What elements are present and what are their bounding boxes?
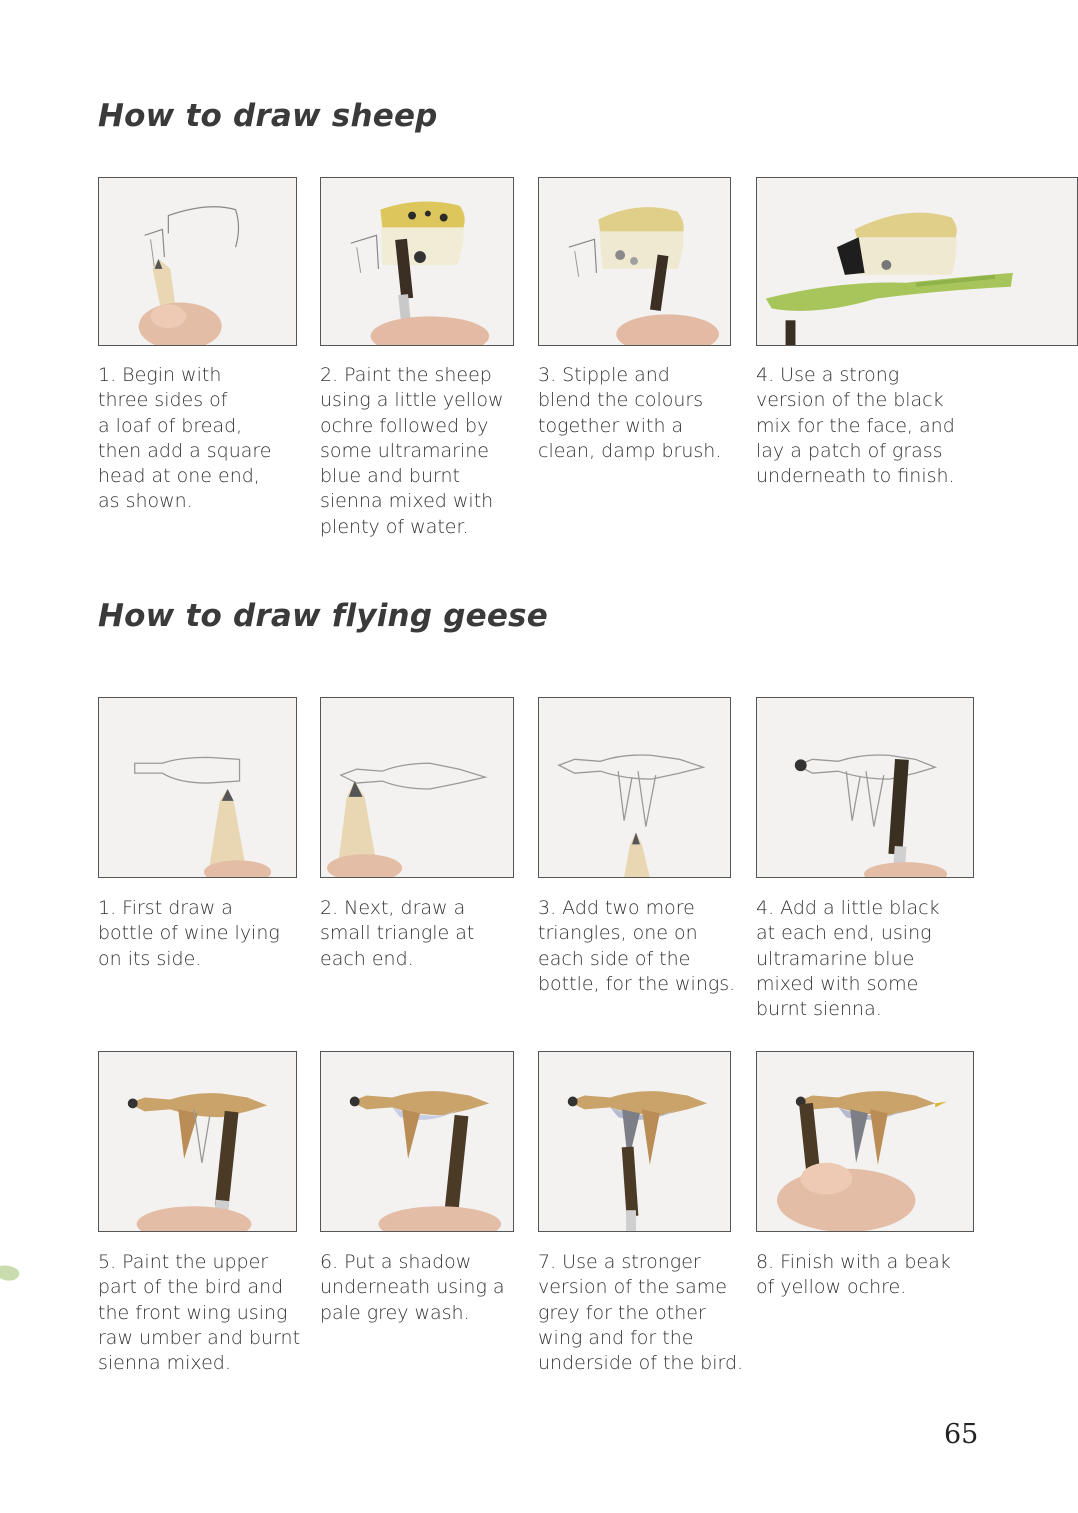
sheep-step-3-photo: [538, 177, 731, 346]
geese-upper-wash-illustration: [99, 1052, 296, 1231]
geese-step-6-caption: 6. Put a shadow underneath using a pale grey wash.: [320, 1251, 505, 1324]
geese-bottle-outline-illustration: [99, 698, 296, 877]
geese-step-3-photo: [538, 697, 731, 878]
sheep-step-4-photo: [756, 177, 1078, 346]
sheep-yellow-wash-illustration: [321, 178, 513, 345]
geese-triangles-outline-illustration: [321, 698, 513, 877]
geese-step-4-photo: [756, 697, 974, 878]
geese-step-1-caption: 1. First draw a bottle of wine lying on its side.: [98, 897, 280, 970]
sheep-step-4-caption: 4. Use a strong version of the black mix for the face, and lay a patch of grass underneath to finish.: [756, 364, 955, 488]
page-number: 65: [944, 1419, 979, 1450]
geese-step-2-photo: [320, 697, 514, 878]
geese-step-7-photo: [538, 1051, 731, 1232]
geese-black-ends-illustration: [757, 698, 973, 877]
sheep-step-1-caption: 1. Begin with three sides of a loaf of bread, then add a square head at one end, as shown.: [98, 364, 272, 513]
geese-step-5-photo: [98, 1051, 297, 1232]
sheep-finished-with-grass-illustration: [757, 178, 1077, 345]
geese-step-6-photo: [320, 1051, 514, 1232]
sheep-pencil-outline-illustration: [99, 178, 296, 345]
paint-fleck-decoration: [0, 1262, 22, 1284]
geese-step-5-caption: 5. Paint the upper part of the bird and the front wing using raw umber and burnt sienna mixed.: [98, 1251, 301, 1375]
geese-finished-beak-illustration: [757, 1052, 973, 1231]
geese-step-7-caption: 7. Use a stronger version of the same grey for the other wing and for the underside of the bird.: [538, 1251, 744, 1375]
geese-step-4-caption: 4. Add a little black at each end, using ultramarine blue mixed with some burnt sienna.: [756, 897, 940, 1021]
sheep-step-1-photo: [98, 177, 297, 346]
sheep-stipple-blend-illustration: [539, 178, 730, 345]
geese-darker-wing-illustration: [539, 1052, 730, 1231]
geese-shadow-wash-illustration: [321, 1052, 513, 1231]
geese-section-title: How to draw flying geese: [98, 598, 548, 634]
geese-wings-outline-illustration: [539, 698, 730, 877]
geese-step-3-caption: 3. Add two more triangles, one on each side of the bottle, for the wings.: [538, 897, 736, 995]
geese-step-8-caption: 8. Finish with a beak of yellow ochre.: [756, 1251, 951, 1299]
geese-step-8-photo: [756, 1051, 974, 1232]
sheep-step-3-caption: 3. Stipple and blend the colours together with a clean, damp brush.: [538, 364, 722, 462]
sheep-section-title: How to draw sheep: [98, 98, 438, 134]
sheep-step-2-caption: 2. Paint the sheep using a little yellow ochre followed by some ultramarine blue and burnt sienna mixed with plenty of water.: [320, 364, 504, 538]
geese-step-1-photo: [98, 697, 297, 878]
sheep-step-2-photo: [320, 177, 514, 346]
geese-step-2-caption: 2. Next, draw a small triangle at each end.: [320, 897, 475, 970]
